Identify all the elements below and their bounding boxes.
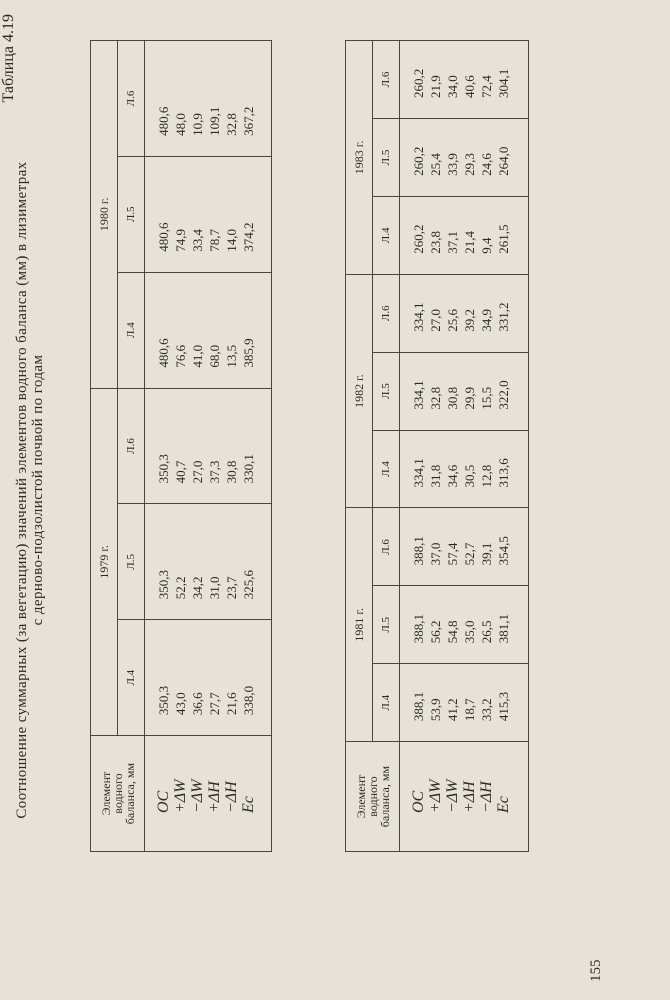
row-label: +ΔH — [206, 736, 223, 852]
table-cell: 350,3 — [145, 388, 173, 504]
element-header — [346, 742, 400, 852]
table-cell: 330,1 — [240, 388, 272, 504]
table-cell: 264,0 — [495, 119, 529, 197]
table-row — [172, 41, 189, 852]
table-cell: 37,3 — [206, 388, 223, 504]
table-caption — [14, 100, 46, 880]
row-label: −ΔW — [189, 736, 206, 852]
table-cell: 57,4 — [444, 508, 461, 586]
table-cell: 480,6 — [145, 41, 173, 157]
table-cell: 304,1 — [495, 41, 529, 119]
lysimeter-header: Л.4 — [118, 272, 145, 388]
table-number: Таблица 4.19 — [0, 14, 17, 103]
table-cell: 53,9 — [427, 664, 444, 742]
lysimeter-header: Л.5 — [118, 156, 145, 272]
table-row — [223, 41, 240, 852]
year-header: 1979 г. — [91, 388, 118, 736]
table-cell: 32,8 — [427, 352, 444, 430]
lysimeter-header: Л.6 — [373, 508, 400, 586]
year-header: 1980 г. — [91, 41, 118, 389]
element-header-line: Элемент — [353, 774, 368, 819]
year-header: 1983 г. — [346, 41, 373, 275]
table-cell: 35,0 — [461, 586, 478, 664]
table-cell: 334,1 — [400, 352, 428, 430]
element-header-line: водного — [110, 773, 125, 814]
table-cell: 334,1 — [400, 274, 428, 352]
table-cell: 109,1 — [206, 41, 223, 157]
table-cell: 331,2 — [495, 274, 529, 352]
row-label: OC — [400, 742, 428, 852]
table-cell: 14,0 — [223, 156, 240, 272]
row-label: −ΔH — [223, 736, 240, 852]
table-cell: 36,6 — [189, 620, 206, 736]
table-cell: 40,6 — [461, 41, 478, 119]
table-cell: 480,6 — [145, 272, 173, 388]
lysimeter-header: Л.4 — [118, 620, 145, 736]
row-label: −ΔH — [478, 742, 495, 852]
table-cell: 72,4 — [478, 41, 495, 119]
table-cell: 334,1 — [400, 430, 428, 508]
table-cell: 381,1 — [495, 586, 529, 664]
table-row — [478, 41, 495, 852]
table-cell: 32,8 — [223, 41, 240, 157]
lysimeter-header: Л.6 — [373, 41, 400, 119]
table-cell: 40,7 — [172, 388, 189, 504]
lysimeter-header: Л.6 — [118, 41, 145, 157]
table-cell: 9,4 — [478, 196, 495, 274]
table-cell: 68,0 — [206, 272, 223, 388]
lysimeter-header: Л.4 — [373, 430, 400, 508]
table-cell: 374,2 — [240, 156, 272, 272]
table-cell: 34,2 — [189, 504, 206, 620]
table-cell: 29,9 — [461, 352, 478, 430]
table-cell: 350,3 — [145, 620, 173, 736]
table-cell: 25,6 — [444, 274, 461, 352]
table-cell: 260,2 — [400, 41, 428, 119]
table-cell: 21,4 — [461, 196, 478, 274]
table-cell: 338,0 — [240, 620, 272, 736]
table-cell: 415,3 — [495, 664, 529, 742]
table-row — [240, 41, 272, 852]
table-cell: 24,6 — [478, 119, 495, 197]
table-cell: 260,2 — [400, 119, 428, 197]
lysimeter-header: Л.4 — [373, 196, 400, 274]
table-cell: 261,5 — [495, 196, 529, 274]
table-cell: 388,1 — [400, 664, 428, 742]
table-cell: 39,1 — [478, 508, 495, 586]
table-cell: 350,3 — [145, 504, 173, 620]
table-cell: 13,5 — [223, 272, 240, 388]
table-cell: 31,8 — [427, 430, 444, 508]
table-cell: 48,0 — [172, 41, 189, 157]
table-cell: 260,2 — [400, 196, 428, 274]
table-row — [189, 41, 206, 852]
table-cell: 27,0 — [427, 274, 444, 352]
table-cell: 56,2 — [427, 586, 444, 664]
element-header — [91, 736, 145, 852]
table-cell: 480,6 — [145, 156, 173, 272]
table-cell: 54,8 — [444, 586, 461, 664]
row-label: Ec — [495, 742, 529, 852]
row-label: +ΔW — [172, 736, 189, 852]
element-header-line: баланса, мм — [122, 762, 137, 825]
table-cell: 37,0 — [427, 508, 444, 586]
table-cell: 31,0 — [206, 504, 223, 620]
table-cell: 27,7 — [206, 620, 223, 736]
table-cell: 41,0 — [189, 272, 206, 388]
table-cell: 325,6 — [240, 504, 272, 620]
table-cell: 21,6 — [223, 620, 240, 736]
table-cell: 39,2 — [461, 274, 478, 352]
lysimeter-header: Л.6 — [118, 388, 145, 504]
table-cell: 29,3 — [461, 119, 478, 197]
lysimeter-header: Л.4 — [373, 664, 400, 742]
table-cell: 30,8 — [444, 352, 461, 430]
water-balance-table-1981-1983 — [345, 40, 529, 852]
table-cell: 43,0 — [172, 620, 189, 736]
table-cell: 21,9 — [427, 41, 444, 119]
table-cell: 18,7 — [461, 664, 478, 742]
table-cell: 10,9 — [189, 41, 206, 157]
table-row — [495, 41, 529, 852]
table-cell: 76,6 — [172, 272, 189, 388]
element-header-line: Элемент — [98, 771, 113, 816]
table-cell: 34,0 — [444, 41, 461, 119]
table-cell: 322,0 — [495, 352, 529, 430]
table-cell: 30,5 — [461, 430, 478, 508]
lysimeter-header: Л.5 — [373, 586, 400, 664]
table-cell: 34,6 — [444, 430, 461, 508]
table-cell: 15,5 — [478, 352, 495, 430]
caption-line-1: Соотношение суммарных (за вегетацию) значений элементов водного баланса (мм) в лизиметрах — [14, 161, 30, 819]
lysimeter-header: Л.5 — [373, 119, 400, 197]
table-cell: 33,4 — [189, 156, 206, 272]
table-cell: 33,9 — [444, 119, 461, 197]
element-header-line: баланса, мм — [377, 765, 392, 828]
table-cell: 41,2 — [444, 664, 461, 742]
caption-line-2: с дерново-подзолистой почвой по годам — [30, 354, 46, 626]
table-cell: 354,5 — [495, 508, 529, 586]
table-cell: 27,0 — [189, 388, 206, 504]
table-cell: 52,2 — [172, 504, 189, 620]
row-label: OC — [145, 736, 173, 852]
table-cell: 313,6 — [495, 430, 529, 508]
table-cell: 12,8 — [478, 430, 495, 508]
row-label: +ΔW — [427, 742, 444, 852]
table-cell: 25,4 — [427, 119, 444, 197]
table-cell: 52,7 — [461, 508, 478, 586]
table-cell: 385,9 — [240, 272, 272, 388]
table-row — [444, 41, 461, 852]
table-cell: 23,7 — [223, 504, 240, 620]
water-balance-table-1979-1980 — [90, 40, 272, 852]
lysimeter-header: Л.5 — [118, 504, 145, 620]
year-header: 1981 г. — [346, 508, 373, 742]
table-cell: 26,5 — [478, 586, 495, 664]
table-row — [427, 41, 444, 852]
row-label: −ΔW — [444, 742, 461, 852]
table-cell: 78,7 — [206, 156, 223, 272]
table-row — [461, 41, 478, 852]
table-cell: 388,1 — [400, 586, 428, 664]
row-label: Ec — [240, 736, 272, 852]
table-cell: 37,1 — [444, 196, 461, 274]
table-cell: 33,2 — [478, 664, 495, 742]
table-cell: 30,8 — [223, 388, 240, 504]
table-cell: 74,9 — [172, 156, 189, 272]
table-cell: 34,9 — [478, 274, 495, 352]
element-header-line: водного — [365, 776, 380, 817]
lysimeter-header: Л.6 — [373, 274, 400, 352]
row-label: +ΔH — [461, 742, 478, 852]
table-row — [400, 41, 428, 852]
table-row — [145, 41, 173, 852]
lysimeter-header: Л.5 — [373, 352, 400, 430]
table-cell: 23,8 — [427, 196, 444, 274]
table-row — [206, 41, 223, 852]
table-cell: 367,2 — [240, 41, 272, 157]
year-header: 1982 г. — [346, 274, 373, 508]
table-cell: 388,1 — [400, 508, 428, 586]
page-number: 155 — [588, 959, 604, 982]
